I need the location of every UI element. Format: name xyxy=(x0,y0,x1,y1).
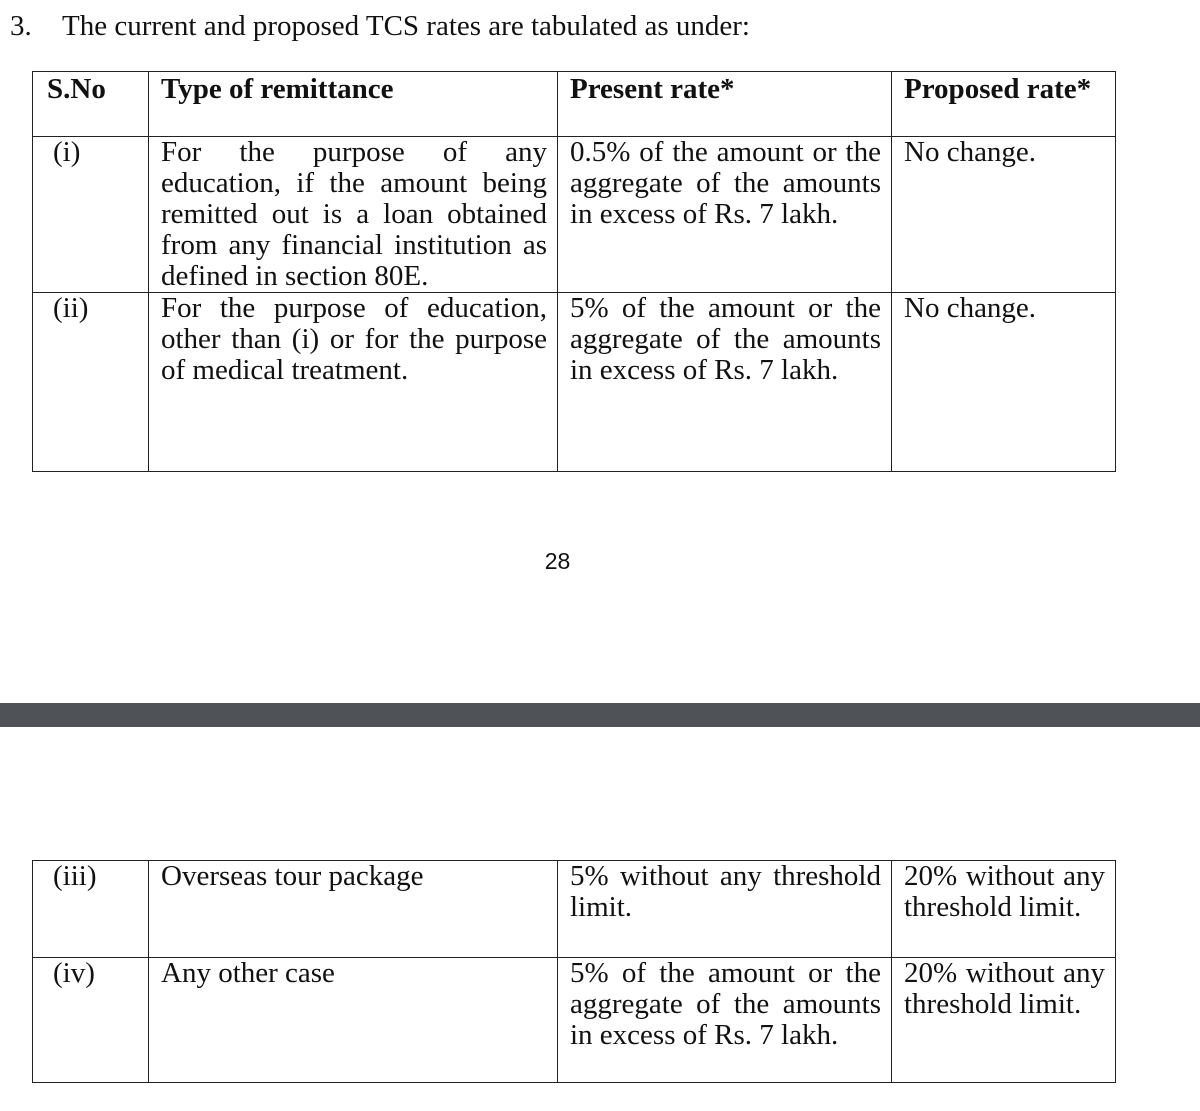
section-number: 3. xyxy=(10,10,32,42)
table-header-row xyxy=(33,72,1116,137)
tcs-rates-table-continued xyxy=(32,860,1116,1083)
page-break-divider xyxy=(0,703,1200,727)
row-sno: (iv) xyxy=(33,958,149,1083)
section-heading xyxy=(10,8,750,44)
row-proposed-rate: No change. xyxy=(892,293,1116,472)
row-proposed-rate: 20% without any threshold limit. xyxy=(892,958,1116,1083)
column-header-present-rate: Present rate* xyxy=(558,72,892,137)
table-row xyxy=(33,958,1116,1083)
row-sno: (ii) xyxy=(33,293,149,472)
row-present-rate: 5% of the amount or the aggregate of the amounts in excess of Rs. 7 lakh. xyxy=(558,958,892,1083)
table-row xyxy=(33,137,1116,293)
column-header-sno: S.No xyxy=(33,72,149,137)
page-number: 28 xyxy=(544,548,571,574)
row-present-rate: 0.5% of the amount or the aggregate of the amounts in excess of Rs. 7 lakh. xyxy=(558,137,892,293)
row-present-rate: 5% of the amount or the aggregate of the amounts in excess of Rs. 7 lakh. xyxy=(558,293,892,472)
row-sno: (i) xyxy=(33,137,149,293)
row-proposed-rate: No change. xyxy=(892,137,1116,293)
section-heading-text: The current and proposed TCS rates are tabulated as under: xyxy=(62,10,750,42)
table-row xyxy=(33,293,1116,472)
table-row xyxy=(33,861,1116,958)
row-type: Any other case xyxy=(149,958,558,1083)
row-type: For the purpose of education, other than (i) or for the purpose of medical treatment. xyxy=(149,293,558,472)
row-proposed-rate: 20% without any threshold limit. xyxy=(892,861,1116,958)
row-type: Overseas tour package xyxy=(149,861,558,958)
row-present-rate: 5% without any threshold limit. xyxy=(558,861,892,958)
row-sno: (iii) xyxy=(33,861,149,958)
row-type: For the purpose of any education, if the amount being remitted out is a loan obtained from any financial institution as defined in section 80E. xyxy=(149,137,558,293)
column-header-type: Type of remittance xyxy=(149,72,558,137)
tcs-rates-table xyxy=(32,71,1116,472)
column-header-proposed-rate: Proposed rate* xyxy=(892,72,1116,137)
